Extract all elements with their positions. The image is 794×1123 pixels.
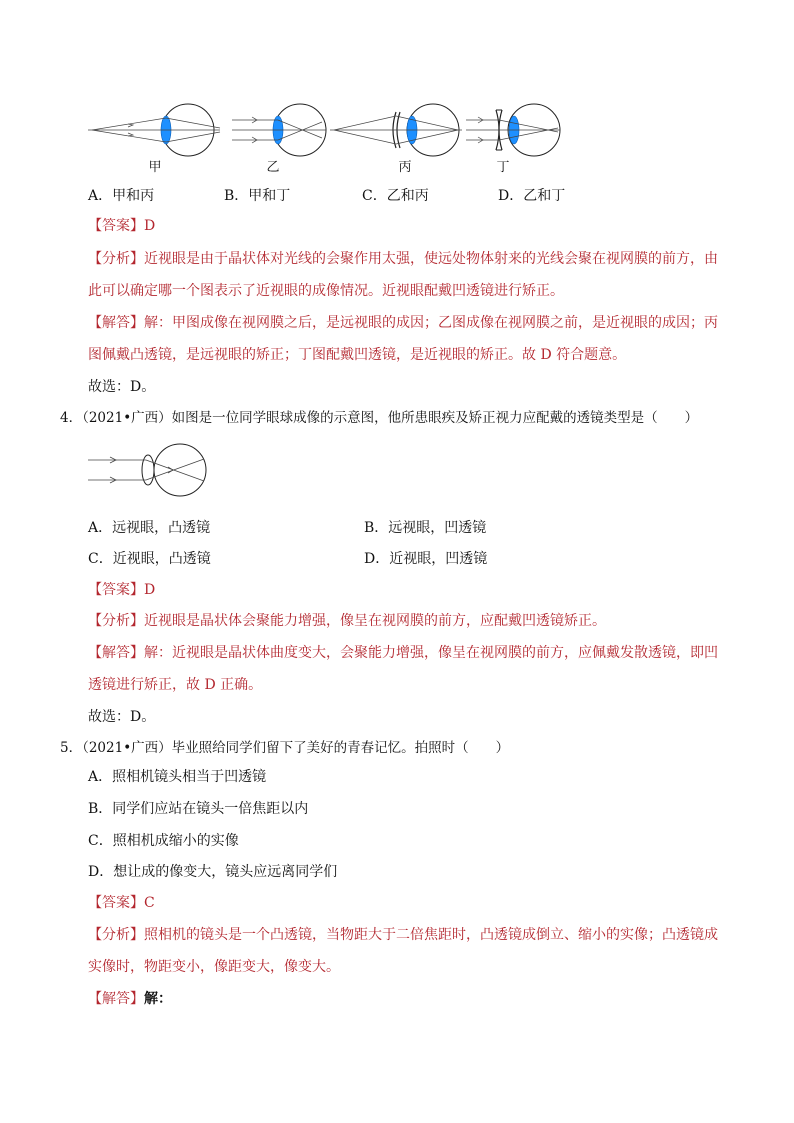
q5-option-b: B．同学们应站在镜头一倍焦距以内 bbox=[88, 801, 309, 817]
q3-option-d: D．乙和丁 bbox=[498, 188, 566, 204]
q3-analysis-tag: 【分析】 bbox=[88, 251, 144, 267]
q3-solution-tag: 【解答】 bbox=[88, 315, 144, 331]
caption-yi: 乙 bbox=[266, 160, 280, 175]
q3-conclusion: 故选：D。 bbox=[88, 379, 156, 395]
q4-analysis-line1: 【分析】近视眼是晶状体会聚能力增强，像呈在视网膜的前方，应配戴凹透镜矫正。 bbox=[88, 613, 606, 629]
q4-conclusion: 故选：D。 bbox=[88, 709, 156, 725]
q3-option-c: C．乙和丙 bbox=[362, 188, 429, 204]
q3-solution-line1: 【解答】解：甲图成像在视网膜之后，是远视眼的成因；乙图成像在视网膜之前，是近视眼的成因；丙 bbox=[88, 315, 718, 331]
q5-option-a: A．照相机镜头相当于凹透镜 bbox=[88, 769, 267, 785]
q5-option-c: C．照相机成缩小的实像 bbox=[88, 833, 239, 849]
q5-analysis-line1: 【分析】照相机的镜头是一个凸透镜，当物距大于二倍焦距时，凸透镜成倒立、缩小的实像；凸透镜成 bbox=[88, 927, 718, 943]
q3-answer-tag: 【答案】 bbox=[88, 218, 144, 234]
caption-bing: 丙 bbox=[398, 160, 412, 175]
q4-stem: 4．（2021•广西）如图是一位同学眼球成像的示意图，他所患眼疾及矫正视力应配戴的透镜类型是（ ） bbox=[60, 410, 699, 426]
q4-eye-diagram bbox=[88, 440, 218, 500]
q3-answer-value: D bbox=[144, 218, 156, 234]
q4-option-a: A．远视眼，凸透镜 bbox=[88, 520, 211, 536]
q5-answer: 【答案】C bbox=[88, 895, 155, 911]
q5-solution-line1: 【解答】解： bbox=[88, 991, 172, 1007]
q3-option-a: A．甲和丙 bbox=[88, 188, 155, 204]
eye-diagram-ding bbox=[466, 100, 576, 170]
q5-analysis-line2: 实像时，物距变小，像距变大，像变大。 bbox=[88, 959, 340, 975]
q4-option-c: C．近视眼，凸透镜 bbox=[88, 551, 211, 567]
q3-answer bbox=[88, 213, 155, 239]
q4-option-b: B．远视眼，凹透镜 bbox=[364, 520, 487, 536]
q4-solution-line2: 透镜进行矫正，故 D 正确。 bbox=[88, 677, 263, 693]
q3-solution-line2: 图佩戴凸透镜，是远视眼的矫正；丁图配戴凹透镜，是近视眼的矫正。故 D 符合题意。 bbox=[88, 347, 627, 363]
q3-option-b: B．甲和丁 bbox=[224, 188, 291, 204]
q4-option-d: D．近视眼，凹透镜 bbox=[364, 551, 488, 567]
q4-solution-line1: 【解答】解：近视眼是晶状体曲度变大，会聚能力增强，像呈在视网膜的前方，应佩戴发散透镜，即凹 bbox=[88, 645, 718, 661]
q5-option-d: D．想让成的像变大，镜头应远离同学们 bbox=[88, 864, 338, 880]
q3-analysis-line2: 此可以确定哪一个图表示了近视眼的成像情况。近视眼配戴凹透镜进行矫正。 bbox=[88, 283, 564, 299]
q5-stem: 5．（2021•广西）毕业照给同学们留下了美好的青春记忆。拍照时（ ） bbox=[60, 740, 510, 756]
caption-ding: 丁 bbox=[496, 160, 510, 175]
q4-answer: 【答案】D bbox=[88, 582, 156, 598]
q3-analysis-line1: 【分析】近视眼是由于晶状体对光线的会聚作用太强，使远处物体射来的光线会聚在视网膜的前方，由 bbox=[88, 251, 718, 267]
caption-jia: 甲 bbox=[148, 160, 162, 175]
